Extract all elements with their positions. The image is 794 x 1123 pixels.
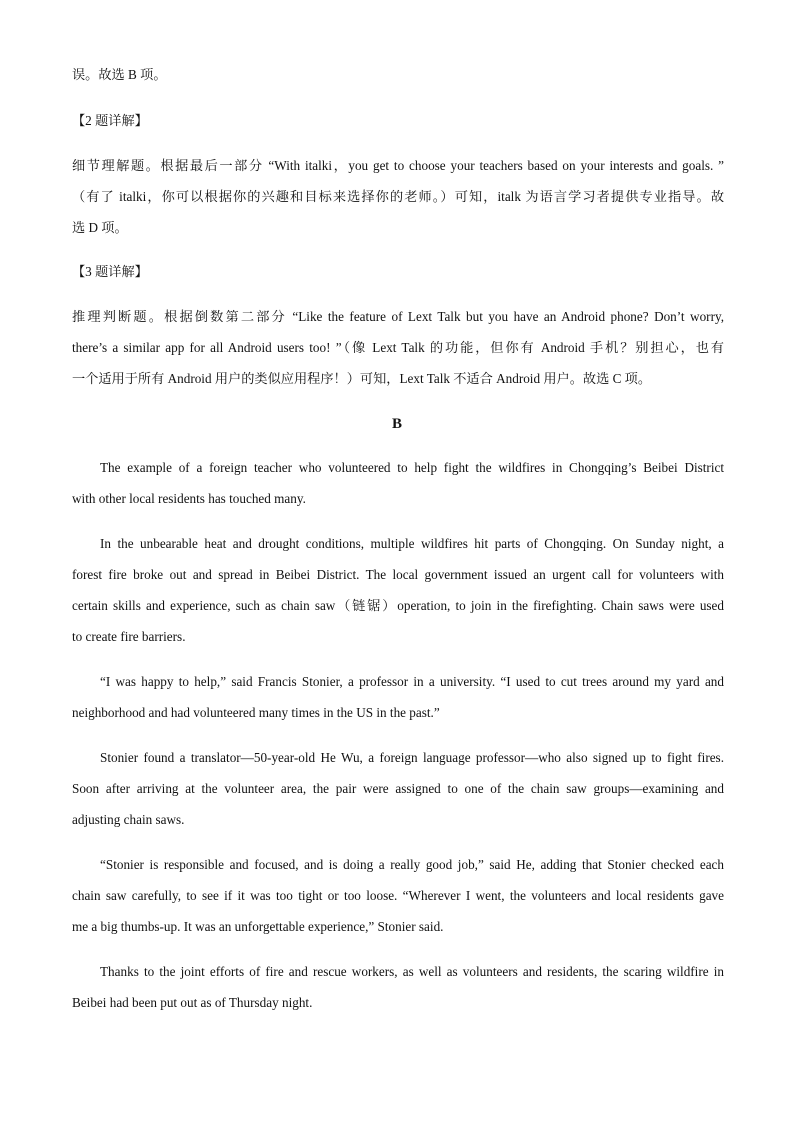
text-line: certain skills and experience, such as chain saw（链锯）operation, to join in the firefighting. Chain saws were used [72,598,724,613]
text-line: “I was happy to help,” said Francis Stonier, a professor in a university. “I used to cut trees around my yard and [100,674,724,689]
q3-heading: 【3 题详解】 [72,264,148,279]
text-line: neighborhood and had volunteered many times in the US in the past.” [72,705,440,720]
text-line: （有了 italki，你可以根据你的兴趣和目标来选择你的老师。）可知，italk 为语言学习者提供专业指导。故 [72,189,724,204]
text-line: 推理判断题。根据倒数第二部分 “Like the feature of Lext Talk but you have an Android phone? Don’t worry, [72,309,724,324]
answer-fragment [72,59,724,90]
passage-paragraph [72,452,724,514]
text-line: 一个适用于所有 Android 用户的类似应用程序！）可知，Lext Talk 不适合 Android 用户。故选 C 项。 [72,371,652,386]
text-line: with other local residents has touched many. [72,491,306,506]
text-line: Soon after arriving at the volunteer area, the pair were assigned to one of the chain saw groups—examining and [72,781,724,796]
text-line: Beibei had been put out as of Thursday night. [72,995,313,1010]
q2-heading-block [72,105,724,136]
text-line: “Stonier is responsible and focused, and is doing a really good job,” said He, adding that Stonier checked each [100,857,724,872]
passage-paragraph [72,849,724,942]
text-line: 误。故选 B 项。 [72,67,167,82]
passage-paragraph [72,742,724,835]
text-line: The example of a foreign teacher who volunteered to help fight the wildfires in Chongqing’s Beibei District [100,460,724,475]
q3-explanation [72,301,724,394]
text-line: 细节理解题。根据最后一部分 “With italki，you get to choose your teachers based on your interests and goals. ” [72,158,724,173]
text-line: Stonier found a translator—50-year-old He Wu, a foreign language professor—who also signed up to fight fires. [100,750,724,765]
text-line: chain saw carefully, to see if it was too tight or too loose. “Wherever I went, the volunteers and local residents gave [72,888,724,903]
q2-heading: 【2 题详解】 [72,113,148,128]
text-line: 选 D 项。 [72,220,128,235]
q3-heading-block [72,256,724,287]
text-line: to create fire barriers. [72,629,186,644]
text-line: me a big thumbs-up. It was an unforgettable experience,” Stonier said. [72,919,444,934]
text-line: there’s a similar app for all Android users too! ”（像 Lext Talk 的功能，但你有 Android 手机？别担心，也有 [72,340,724,355]
text-line: In the unbearable heat and drought conditions, multiple wildfires hit parts of Chongqing. On Sunday night, a [100,536,724,551]
text-line: Thanks to the joint efforts of fire and rescue workers, as well as volunteers and residents, the scaring wildfire in [100,964,724,979]
text-line: adjusting chain saws. [72,812,185,827]
passage-paragraph [72,666,724,728]
passage-paragraph [72,956,724,1018]
text-line: forest fire broke out and spread in Beibei District. The local government issued an urgent call for volunteers with [72,567,724,582]
section-title: B [391,416,402,432]
q2-explanation [72,150,724,243]
passage-paragraph [72,528,724,652]
